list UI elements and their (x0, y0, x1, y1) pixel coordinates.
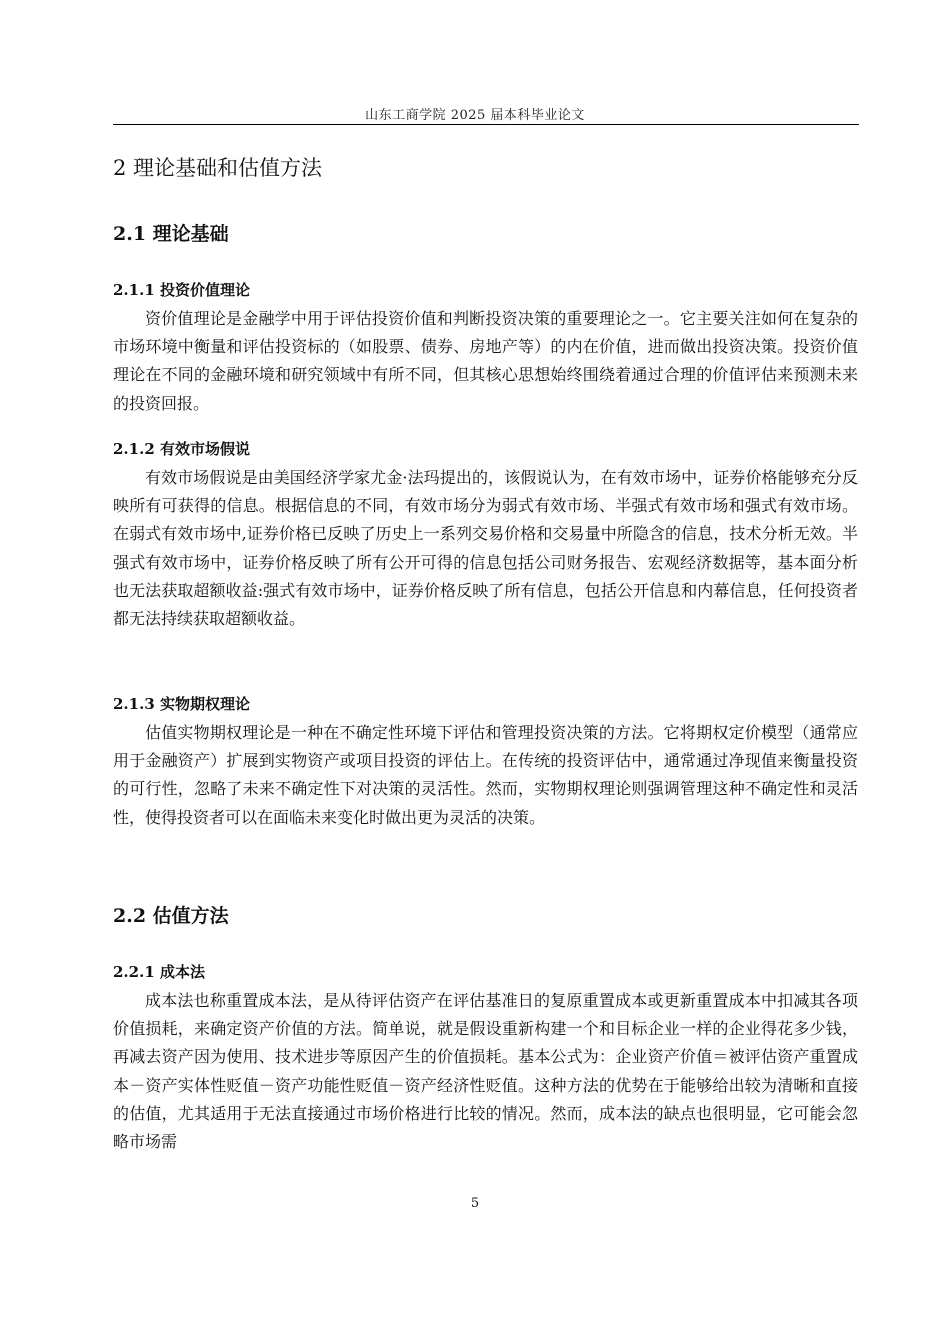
body-paragraph: 估值实物期权理论是一种在不确定性环境下评估和管理投资决策的方法。它将期权定价模型（通常应用于金融资产）扩展到实物资产或项目投资的评估上。在传统的投资评估中，通常通过净现值来衡量投资的可行性，忽略了未来不确定性下对决策的灵活性。然而，实物期权理论则强调管理这种不确定性和灵活性，使得投资者可以在面临未来变化时做出更为灵活的决策。 (113, 723, 858, 827)
header-title: 山东工商学院 2025 届本科毕业论文 (365, 108, 585, 123)
subsection-heading: 2.1.2 有效市场假说 (113, 440, 250, 458)
section-heading: 2.2 估值方法 (113, 905, 229, 927)
header-divider (113, 124, 859, 125)
body-paragraph: 有效市场假说是由美国经济学家尤金·法玛提出的，该假说认为，在有效市场中，证券价格能够充分反映所有可获得的信息。根据信息的不同，有效市场分为弱式有效市场、半强式有效市场和强式有效市场。在弱式有效市场中,证券价格已反映了历史上一系列交易价格和交易量中所隐含的信息，技术分析无效。半强式有效市场中，证券价格反映了所有公开可得的信息包括公司财务报告、宏观经济数据等，基本面分析也无法获取超额收益:强式有效市场中，证券价格反映了所有信息，包括公开信息和内幕信息，任何投资者都无法持续获取超额收益。 (113, 468, 858, 629)
subsection-heading: 2.1.1 投资价值理论 (113, 281, 250, 299)
page-number: 5 (470, 1196, 480, 1211)
subsection-heading: 2.1.3 实物期权理论 (113, 695, 250, 713)
chapter-title: 2 理论基础和估值方法 (113, 156, 323, 180)
body-paragraph: 成本法也称重置成本法，是从待评估资产在评估基准日的复原重置成本或更新重置成本中扣减其各项价值损耗，来确定资产价值的方法。简单说，就是假设重新构建一个和目标企业一样的企业得花多少钱，再减去资产因为使用、技术进步等原因产生的价值损耗。基本公式为：企业资产价值＝被评估资产重置成本－资产实体性贬值－资产功能性贬值－资产经济性贬值。这种方法的优势在于能够给出较为清晰和直接的估值，尤其适用于无法直接通过市场价格进行比较的情况。然而，成本法的缺点也很明显，它可能会忽略市场需 (113, 991, 858, 1152)
body-paragraph: 资价值理论是金融学中用于评估投资价值和判断投资决策的重要理论之一。它主要关注如何在复杂的市场环境中衡量和评估投资标的（如股票、债券、房地产等）的内在价值，进而做出投资决策。投资价值理论在不同的金融环境和研究领域中有所不同，但其核心思想始终围绕着通过合理的价值评估来预测未来的投资回报。 (113, 309, 858, 413)
section-heading: 2.1 理论基础 (113, 223, 229, 245)
subsection-heading: 2.2.1 成本法 (113, 963, 205, 981)
